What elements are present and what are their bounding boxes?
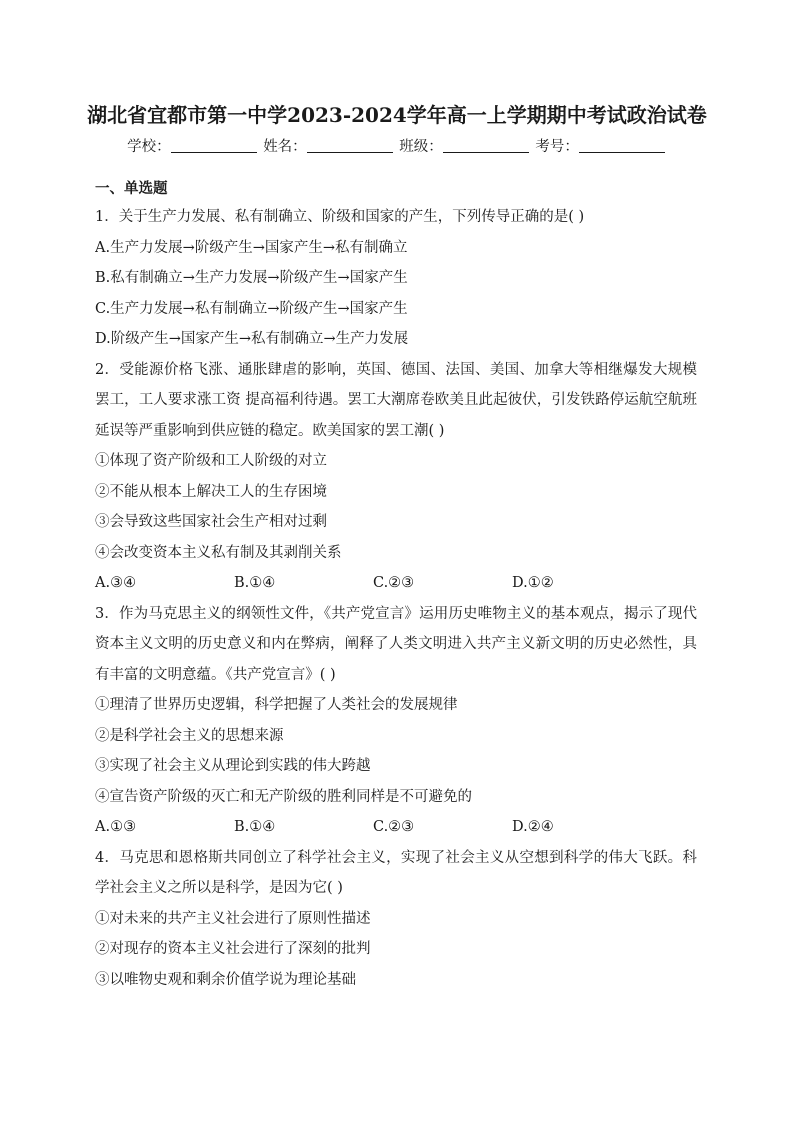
question-4-item-3: ③以唯物史观和剩余价值学说为理论基础 — [95, 971, 356, 988]
question-4-item-2: ②对现存的资本主义社会进行了深刻的批判 — [95, 941, 371, 957]
question-3-option-b: B.①④ — [234, 819, 276, 835]
school-label: 学校： — [127, 139, 171, 155]
question-2-stem: 2．受能源价格飞涨、通胀肆虐的影响，英国、德国、法国、美国、加拿大等相继爆发大规模罢工，工人要求涨工资 提高福利待遇。罢工大潮席卷欧美且此起彼伏，引发铁路停运航空航班延误等严重影响到供应链的稳定。欧美国家的罢工潮( ) — [95, 361, 697, 439]
question-2-option-c: C.②③ — [373, 575, 415, 591]
question-3-item-3: ③实现了社会主义从理论到实践的伟大跨越 — [95, 758, 371, 774]
question-2-options — [95, 568, 697, 599]
question-3-option-a: A.①③ — [95, 819, 137, 835]
question-2-option-a: A.③④ — [95, 575, 137, 591]
question-4-stem: 4．马克思和恩格斯共同创立了科学社会主义，实现了社会主义从空想到科学的伟大飞跃。科学社会主义之所以是科学，是因为它( ) — [95, 849, 697, 896]
exam-content — [95, 176, 697, 995]
class-label: 班级： — [399, 139, 443, 155]
question-2-item-2: ②不能从根本上解决工人的生存困境 — [95, 483, 327, 500]
question-2-item-4: ④会改变资本主义私有制及其剥削关系 — [95, 544, 342, 561]
question-1 — [95, 202, 697, 355]
question-2-item-3: ③会导致这些国家社会生产相对过剩 — [95, 514, 327, 530]
question-3-stem: 3．作为马克思主义的纲领性文件，《共产党宣言》运用历史唯物主义的基本观点，揭示了现代资本主义文明的历史意义和内在弊病，阐释了人类文明进入共产主义新文明的历史必然性，具有丰富的文明意蕴。《共产党宣言》( ) — [95, 605, 697, 683]
question-2-item-1: ①体现了资产阶级和工人阶级的对立 — [95, 453, 327, 469]
question-3 — [95, 599, 697, 843]
student-info-row — [0, 136, 794, 158]
question-3-item-4: ④宣告资产阶级的灭亡和无产阶级的胜利同样是不可避免的 — [95, 788, 472, 805]
question-1-option-a: A.生产力发展→阶级产生→国家产生→私有制确立 — [95, 239, 408, 256]
exam-title: 湖北省宜都市第一中学2023-2024学年高一上学期期中考试政治试卷 — [87, 103, 707, 127]
question-3-option-d: D.②④ — [512, 819, 554, 835]
question-3-option-c: C.②③ — [373, 819, 415, 835]
name-label: 姓名： — [263, 139, 307, 155]
exam-number-blank[interactable] — [579, 138, 665, 153]
question-1-stem: 1．关于生产力发展、私有制确立、阶级和国家的产生，下列传导正确的是( ) — [95, 209, 585, 225]
question-1-option-c: C.生产力发展→私有制确立→阶级产生→国家产生 — [95, 300, 408, 317]
school-blank[interactable] — [171, 138, 257, 153]
question-1-option-b: B.私有制确立→生产力发展→阶级产生→国家产生 — [95, 270, 408, 286]
question-4 — [95, 843, 697, 996]
exam-number-label: 考号： — [535, 139, 579, 155]
question-3-item-1: ①理清了世界历史逻辑，科学把握了人类社会的发展规律 — [95, 697, 458, 713]
name-blank[interactable] — [307, 138, 393, 153]
question-3-options — [95, 812, 697, 843]
question-2-option-b: B.①④ — [234, 575, 276, 591]
question-2-option-d: D.①② — [512, 575, 554, 591]
question-3-item-2: ②是科学社会主义的思想来源 — [95, 727, 284, 744]
question-1-option-d: D.阶级产生→国家产生→私有制确立→生产力发展 — [95, 331, 409, 347]
question-2 — [95, 355, 697, 599]
section-heading: 一、单选题 — [95, 180, 168, 197]
question-4-item-1: ①对未来的共产主义社会进行了原则性描述 — [95, 910, 371, 927]
class-blank[interactable] — [443, 138, 529, 153]
